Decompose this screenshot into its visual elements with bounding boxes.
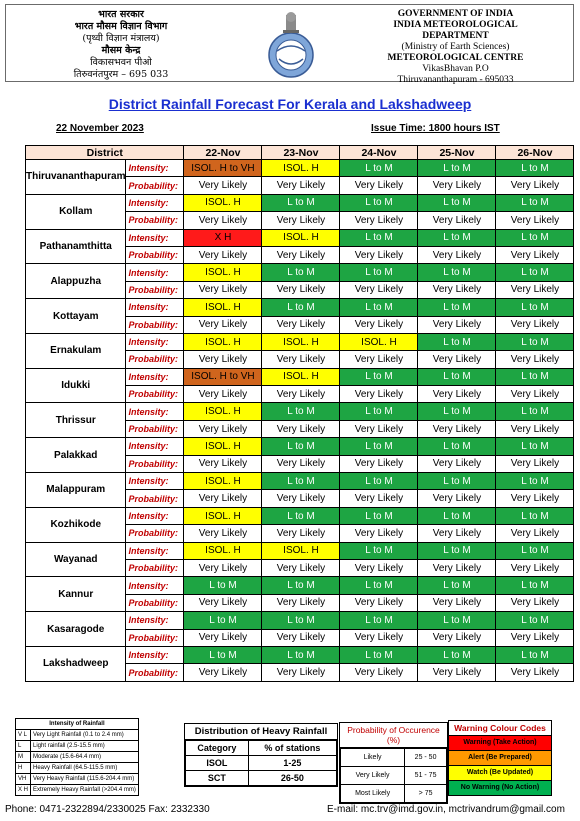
probability-cell: Very Likely: [262, 351, 340, 368]
probability-cell: Very Likely: [496, 559, 574, 576]
intensity-cell: L to M: [496, 194, 574, 211]
probability-label: Probability:: [126, 351, 184, 368]
intensity-row: [26, 646, 574, 663]
probability-label: Probability:: [126, 664, 184, 681]
district-name: Ernakulam: [26, 333, 126, 368]
warning-row: Warning (Take Action): [449, 736, 551, 751]
intensity-row: [26, 403, 574, 420]
watch-row: Watch (Be Updated): [449, 766, 551, 781]
probability-cell: Very Likely: [418, 212, 496, 229]
probability-cell: Very Likely: [184, 351, 262, 368]
intensity-cell: L to M: [418, 438, 496, 455]
intensity-cell: L to M: [418, 299, 496, 316]
intensity-label: Intensity:: [126, 612, 184, 629]
intensity-cell: L to M: [496, 646, 574, 663]
intensity-cell: L to M: [184, 577, 262, 594]
intensity-cell: L to M: [496, 264, 574, 281]
probability-cell: Very Likely: [340, 664, 418, 681]
intensity-cell: ISOL. H: [262, 229, 340, 246]
intensity-row: [26, 229, 574, 246]
intensity-cell: L to M: [340, 403, 418, 420]
district-name: Kozhikode: [26, 507, 126, 542]
legend-code: V L: [16, 730, 31, 741]
intensity-cell: L to M: [262, 264, 340, 281]
english-line-5: METEOROLOGICAL CENTRE: [387, 53, 524, 63]
forecast-table: [25, 145, 574, 682]
distribution-legend: [184, 723, 338, 787]
intensity-row: [26, 473, 574, 490]
intensity-cell: L to M: [262, 507, 340, 524]
distribution-category: ISOL: [186, 756, 249, 771]
intensity-cell: L to M: [418, 403, 496, 420]
probability-cell: Very Likely: [418, 420, 496, 437]
probability-cell: Very Likely: [418, 455, 496, 472]
probability-cell: Very Likely: [184, 386, 262, 403]
probability-cell: Very Likely: [262, 664, 340, 681]
intensity-cell: L to M: [496, 368, 574, 385]
intensity-label: Intensity:: [126, 368, 184, 385]
intensity-cell: L to M: [496, 160, 574, 177]
probability-cell: Very Likely: [418, 246, 496, 263]
probability-label: Probability:: [126, 594, 184, 611]
intensity-cell: L to M: [340, 507, 418, 524]
intensity-cell: L to M: [262, 612, 340, 629]
distribution-range: 26-50: [248, 771, 336, 786]
probability-cell: Very Likely: [496, 351, 574, 368]
intensity-label: Intensity:: [126, 194, 184, 211]
intensity-row: [26, 264, 574, 281]
intensity-cell: L to M: [418, 612, 496, 629]
intensity-cell: L to M: [340, 368, 418, 385]
probability-range: 25 - 50: [405, 749, 447, 767]
probability-cell: Very Likely: [262, 455, 340, 472]
probability-cell: Very Likely: [418, 559, 496, 576]
english-line-1: GOVERNMENT OF INDIA: [397, 9, 514, 19]
probability-cell: Very Likely: [340, 246, 418, 263]
column-header: 26-Nov: [496, 146, 574, 160]
probability-term: Very Likely: [341, 767, 405, 785]
legend-code: X H: [16, 785, 31, 796]
probability-legend: [339, 722, 448, 804]
probability-cell: Very Likely: [418, 177, 496, 194]
probability-cell: Very Likely: [496, 594, 574, 611]
probability-cell: Very Likely: [262, 281, 340, 298]
intensity-cell: L to M: [262, 438, 340, 455]
intensity-cell: ISOL. H: [184, 333, 262, 350]
english-line-4: (Ministry of Earth Sciences): [401, 42, 510, 52]
column-header: District: [26, 146, 184, 160]
column-header: 23-Nov: [262, 146, 340, 160]
legend-code: VH: [16, 774, 31, 785]
probability-cell: Very Likely: [184, 420, 262, 437]
district-name: Pathanamthitta: [26, 229, 126, 264]
intensity-cell: L to M: [418, 229, 496, 246]
intensity-cell: ISOL. H to VH: [184, 368, 262, 385]
intensity-cell: X H: [184, 229, 262, 246]
intensity-cell: L to M: [184, 612, 262, 629]
intensity-cell: L to M: [496, 507, 574, 524]
column-header: 25-Nov: [418, 146, 496, 160]
probability-cell: Very Likely: [262, 246, 340, 263]
intensity-row: [26, 577, 574, 594]
probability-cell: Very Likely: [496, 386, 574, 403]
intensity-cell: L to M: [496, 612, 574, 629]
column-header: 24-Nov: [340, 146, 418, 160]
intensity-cell: L to M: [496, 542, 574, 559]
footer-phone: Phone: 0471-2322894/2330025 Fax: 2332330: [5, 804, 210, 815]
intensity-cell: ISOL. H: [262, 542, 340, 559]
probability-cell: Very Likely: [418, 594, 496, 611]
legend-desc: Moderate (15.6-64.4 mm): [31, 752, 139, 763]
probability-cell: Very Likely: [340, 455, 418, 472]
intensity-cell: ISOL. H: [184, 264, 262, 281]
intensity-cell: L to M: [496, 229, 574, 246]
intensity-cell: L to M: [418, 333, 496, 350]
probability-cell: Very Likely: [340, 351, 418, 368]
probability-cell: Very Likely: [184, 594, 262, 611]
forecast-date: 22 November 2023: [56, 123, 144, 134]
issue-time: Issue Time: 1800 hours IST: [371, 123, 500, 134]
district-name: Kasaragode: [26, 612, 126, 647]
probability-cell: Very Likely: [418, 490, 496, 507]
probability-cell: Very Likely: [496, 629, 574, 646]
legend-code: M: [16, 752, 31, 763]
intensity-cell: L to M: [340, 438, 418, 455]
intensity-label: Intensity:: [126, 333, 184, 350]
hindi-line-2: भारत मौसम विज्ञान विभाग: [74, 21, 168, 32]
probability-label: Probability:: [126, 386, 184, 403]
intensity-cell: L to M: [262, 403, 340, 420]
intensity-cell: L to M: [340, 646, 418, 663]
probability-cell: Very Likely: [418, 525, 496, 542]
intensity-cell: L to M: [418, 577, 496, 594]
emblem-icon: [259, 11, 323, 79]
intensity-row: [26, 507, 574, 524]
distribution-range: 1-25: [248, 756, 336, 771]
probability-cell: Very Likely: [184, 246, 262, 263]
probability-cell: Very Likely: [496, 177, 574, 194]
probability-cell: Very Likely: [262, 490, 340, 507]
intensity-label: Intensity:: [126, 229, 184, 246]
probability-label: Probability:: [126, 490, 184, 507]
intensity-label: Intensity:: [126, 438, 184, 455]
distribution-category: SCT: [186, 771, 249, 786]
probability-cell: Very Likely: [184, 664, 262, 681]
intensity-cell: L to M: [340, 229, 418, 246]
probability-cell: Very Likely: [340, 629, 418, 646]
intensity-cell: L to M: [262, 194, 340, 211]
probability-cell: Very Likely: [262, 525, 340, 542]
intensity-cell: ISOL. H to VH: [184, 160, 262, 177]
intensity-cell: L to M: [340, 577, 418, 594]
probability-cell: Very Likely: [496, 490, 574, 507]
probability-cell: Very Likely: [496, 455, 574, 472]
probability-cell: Very Likely: [184, 455, 262, 472]
intensity-label: Intensity:: [126, 299, 184, 316]
probability-cell: Very Likely: [184, 316, 262, 333]
intensity-cell: L to M: [418, 473, 496, 490]
district-name: Kannur: [26, 577, 126, 612]
legend-code: H: [16, 763, 31, 774]
intensity-label: Intensity:: [126, 403, 184, 420]
probability-cell: Very Likely: [184, 525, 262, 542]
intensity-cell: L to M: [496, 438, 574, 455]
intensity-cell: L to M: [340, 264, 418, 281]
no-warning-row: No Warning (No Action): [449, 781, 551, 795]
probability-cell: Very Likely: [262, 212, 340, 229]
intensity-cell: ISOL. H: [184, 403, 262, 420]
district-name: Kottayam: [26, 299, 126, 334]
probability-label: Probability:: [126, 559, 184, 576]
intensity-cell: L to M: [340, 473, 418, 490]
english-line-7: Thiruvananthapuram - 695033: [397, 75, 514, 85]
district-name: Thiruvananthapuram: [26, 160, 126, 195]
district-name: Kollam: [26, 194, 126, 229]
letterhead-english: [338, 5, 573, 85]
intensity-label: Intensity:: [126, 507, 184, 524]
hindi-line-3: (पृथ्वी विज्ञान मंत्रालय): [82, 33, 160, 44]
intensity-cell: L to M: [418, 194, 496, 211]
distribution-header: % of stations: [248, 741, 336, 756]
intensity-cell: L to M: [184, 646, 262, 663]
probability-cell: Very Likely: [496, 664, 574, 681]
probability-cell: Very Likely: [340, 386, 418, 403]
legend-desc: Light rainfall (2.5-15.5 mm): [31, 741, 139, 752]
probability-cell: Very Likely: [262, 594, 340, 611]
warning-colour-legend: [448, 720, 552, 796]
legend-desc: Extremely Heavy Rainfall (>204.4 mm): [31, 785, 139, 796]
district-name: Lakshadweep: [26, 646, 126, 681]
intensity-label: Intensity:: [126, 473, 184, 490]
probability-label: Probability:: [126, 420, 184, 437]
probability-term: Likely: [341, 749, 405, 767]
intensity-cell: L to M: [496, 333, 574, 350]
intensity-cell: L to M: [418, 646, 496, 663]
intensity-row: [26, 612, 574, 629]
intensity-legend-title: Intensity of Rainfall: [16, 719, 139, 730]
legend-desc: Very Light Rainfall (0.1 to 2.4 mm): [31, 730, 139, 741]
probability-label: Probability:: [126, 316, 184, 333]
distribution-legend-title: Distribution of Heavy Rainfall: [185, 724, 337, 740]
intensity-cell: L to M: [262, 299, 340, 316]
probability-cell: Very Likely: [262, 386, 340, 403]
intensity-row: [26, 194, 574, 211]
intensity-cell: L to M: [418, 160, 496, 177]
intensity-cell: L to M: [496, 473, 574, 490]
legend-desc: Very Heavy Rainfall (115.6-204.4 mm): [31, 774, 139, 785]
probability-cell: Very Likely: [340, 177, 418, 194]
probability-cell: Very Likely: [496, 212, 574, 229]
probability-cell: Very Likely: [340, 559, 418, 576]
intensity-cell: ISOL. H: [184, 507, 262, 524]
district-name: Thrissur: [26, 403, 126, 438]
intensity-label: Intensity:: [126, 646, 184, 663]
intensity-cell: ISOL. H: [184, 194, 262, 211]
district-name: Idukki: [26, 368, 126, 403]
probability-cell: Very Likely: [184, 281, 262, 298]
probability-cell: Very Likely: [262, 316, 340, 333]
english-line-6: VikasBhavan P.O: [422, 64, 489, 74]
intensity-cell: ISOL. H: [184, 299, 262, 316]
probability-legend-title: Probability of Occurence (%): [340, 723, 447, 748]
intensity-cell: L to M: [340, 612, 418, 629]
intensity-label: Intensity:: [126, 160, 184, 177]
warning-legend-title: Warning Colour Codes: [449, 721, 551, 736]
intensity-cell: L to M: [418, 542, 496, 559]
district-name: Palakkad: [26, 438, 126, 473]
probability-cell: Very Likely: [262, 629, 340, 646]
probability-label: Probability:: [126, 629, 184, 646]
probability-term: Most Likely: [341, 785, 405, 803]
probability-label: Probability:: [126, 455, 184, 472]
probability-cell: Very Likely: [340, 212, 418, 229]
probability-cell: Very Likely: [496, 420, 574, 437]
distribution-header: Category: [186, 741, 249, 756]
intensity-row: [26, 368, 574, 385]
probability-cell: Very Likely: [184, 490, 262, 507]
intensity-cell: L to M: [262, 577, 340, 594]
hindi-line-1: भारत सरकार: [98, 9, 144, 20]
intensity-row: [26, 333, 574, 350]
hindi-line-6: तिरुवनंतपुरम – 695 033: [73, 69, 169, 80]
intensity-label: Intensity:: [126, 577, 184, 594]
intensity-cell: ISOL. H: [184, 473, 262, 490]
table-header-row: [26, 146, 574, 160]
probability-cell: Very Likely: [184, 212, 262, 229]
intensity-label: Intensity:: [126, 264, 184, 281]
probability-cell: Very Likely: [340, 490, 418, 507]
probability-cell: Very Likely: [418, 281, 496, 298]
english-line-3: DEPARTMENT: [422, 31, 489, 41]
probability-cell: Very Likely: [496, 316, 574, 333]
alert-row: Alert (Be Prepared): [449, 751, 551, 766]
probability-cell: Very Likely: [496, 281, 574, 298]
intensity-cell: L to M: [496, 403, 574, 420]
probability-cell: Very Likely: [418, 664, 496, 681]
intensity-legend: [15, 718, 139, 796]
probability-cell: Very Likely: [418, 316, 496, 333]
probability-cell: Very Likely: [340, 316, 418, 333]
column-header: 22-Nov: [184, 146, 262, 160]
intensity-cell: L to M: [340, 299, 418, 316]
probability-cell: Very Likely: [496, 246, 574, 263]
letterhead-hindi: [6, 5, 236, 81]
document-title: District Rainfall Forecast For Kerala and Lakshadweep: [108, 96, 472, 112]
probability-label: Probability:: [126, 525, 184, 542]
probability-range: > 75: [405, 785, 447, 803]
intensity-cell: ISOL. H: [262, 368, 340, 385]
probability-label: Probability:: [126, 212, 184, 229]
district-name: Wayanad: [26, 542, 126, 577]
intensity-cell: L to M: [496, 577, 574, 594]
intensity-cell: ISOL. H: [184, 542, 262, 559]
letterhead: [5, 4, 574, 85]
hindi-line-4: मौसम केन्द्र: [101, 45, 141, 56]
probability-cell: Very Likely: [418, 629, 496, 646]
intensity-cell: L to M: [496, 299, 574, 316]
hindi-line-5: विकासभवन पीओ: [90, 57, 152, 68]
intensity-cell: ISOL. H: [184, 438, 262, 455]
intensity-cell: ISOL. H: [262, 160, 340, 177]
intensity-row: [26, 160, 574, 177]
probability-cell: Very Likely: [184, 177, 262, 194]
probability-cell: Very Likely: [496, 525, 574, 542]
probability-cell: Very Likely: [262, 177, 340, 194]
intensity-cell: L to M: [262, 473, 340, 490]
probability-label: Probability:: [126, 246, 184, 263]
legend-code: L: [16, 741, 31, 752]
probability-label: Probability:: [126, 177, 184, 194]
probability-cell: Very Likely: [418, 386, 496, 403]
intensity-cell: L to M: [418, 368, 496, 385]
probability-cell: Very Likely: [184, 629, 262, 646]
intensity-row: [26, 299, 574, 316]
intensity-cell: L to M: [340, 160, 418, 177]
district-name: Alappuzha: [26, 264, 126, 299]
intensity-cell: ISOL. H: [340, 333, 418, 350]
intensity-label: Intensity:: [126, 542, 184, 559]
probability-cell: Very Likely: [418, 351, 496, 368]
intensity-cell: L to M: [418, 507, 496, 524]
probability-cell: Very Likely: [340, 420, 418, 437]
intensity-row: [26, 438, 574, 455]
probability-cell: Very Likely: [262, 420, 340, 437]
intensity-row: [26, 542, 574, 559]
intensity-cell: L to M: [340, 194, 418, 211]
probability-cell: Very Likely: [340, 594, 418, 611]
footer-email: E-mail: mc.trv@imd.gov.in, mctrivandrum@gmail.com: [327, 804, 565, 815]
probability-cell: Very Likely: [262, 559, 340, 576]
intensity-cell: L to M: [418, 264, 496, 281]
english-line-2: INDIA METEOROLOGICAL: [393, 20, 518, 30]
intensity-cell: ISOL. H: [262, 333, 340, 350]
intensity-cell: L to M: [340, 542, 418, 559]
probability-label: Probability:: [126, 281, 184, 298]
probability-cell: Very Likely: [340, 281, 418, 298]
intensity-cell: L to M: [262, 646, 340, 663]
district-name: Malappuram: [26, 473, 126, 508]
probability-range: 51 - 75: [405, 767, 447, 785]
legend-desc: Heavy Rainfall (64.5-115.5 mm): [31, 763, 139, 774]
probability-cell: Very Likely: [184, 559, 262, 576]
probability-cell: Very Likely: [340, 525, 418, 542]
